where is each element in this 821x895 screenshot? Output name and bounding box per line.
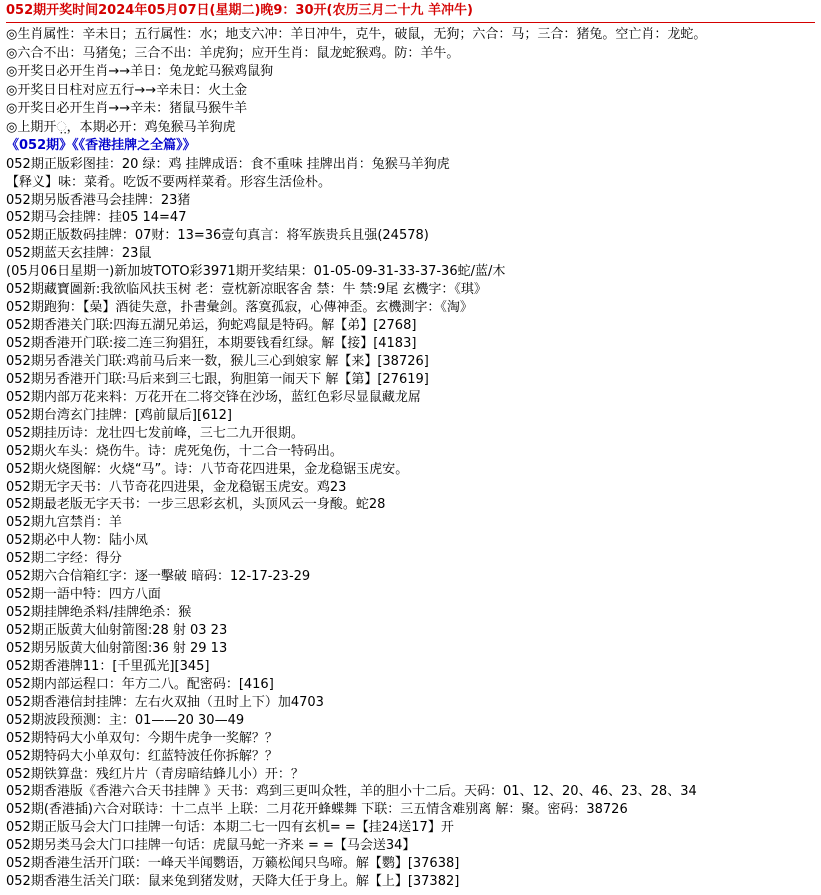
content-row: 052期(香港插)六合对联诗：十二点半 上联：二月花开蜂蝶舞 下联：三五情含难别离 解：聚。密码：38726 — [6, 802, 628, 818]
content-row: 052期香港生活关门联：鼠来兔到猪发财，天降大任于身上。解【上】[37382] — [6, 874, 460, 890]
attribute-line-2: ◎六合不出：马猪兔；三合不出：羊虎狗；应开生肖：鼠龙蛇猴鸡。防：羊牛。 — [6, 45, 460, 61]
content-row: 052期必中人物：陆小凤 — [6, 533, 148, 549]
content-row: 052期香港版《香港六合天书挂牌 》天书：鸡到三更叫众牲，羊的胆小十二后。天码：01、12、20、46、23、28、34 — [6, 784, 697, 800]
content-row: 052期正版彩图挂：20 绿：鸡 挂牌成语：食不重味 挂牌出肖：兔猴马羊狗虎 — [6, 156, 450, 172]
section-title: 《052期》《《香港挂牌之全篇》》 — [6, 138, 196, 154]
content-row: 052期特码大小单双句：红蓝特波任你拆解？？ — [6, 748, 278, 764]
attribute-line-3: ◎开奖日必开生肖→→羊日：兔龙蛇马猴鸡鼠狗 — [6, 64, 274, 80]
content-row: 052期特码大小单双句：今期牛虎争一奖解？？ — [6, 730, 278, 746]
content-row: 052期九宫禁肖：羊 — [6, 515, 122, 531]
content-row: 052期无字天书：八节奇花四进果，金龙稳锯玉虎安。鸡23 — [6, 479, 347, 495]
content-row: 052期火烧图解：火烧“马”。诗：八节奇花四进果，金龙稳锯玉虎安。 — [6, 461, 409, 477]
content-row: 052期铁算盘：残红片片（青房暗结蜂儿小）开：？ — [6, 766, 304, 782]
content-row: 052期另类马会大门口挂牌一句话：虎鼠马蛇一齐来 = =【马会送34】 — [6, 838, 416, 854]
content-row: (05月06日星期一)新加坡TOTO彩3971期开奖结果：01-05-09-31-33-37-36蛇/蓝/木 — [6, 264, 506, 280]
content-row: 052期香港信封挂牌：左右火双抽（丑时上下）加4703 — [6, 694, 324, 710]
content-row: 052期正版马会大门口挂牌一句话：本期二七一四有玄机= =【挂24送17】开 — [6, 820, 454, 836]
attribute-line-6: ◎上期开಼，本期必开：鸡兔猴马羊狗虎 — [6, 119, 236, 135]
content-row: 052期六合信箱红字：逐一擊破 暗码：12-17-23-29 — [6, 569, 311, 585]
content-row: 052期香港生活开门联：一峰天半闻鹦语，万籁松闻只鸟啼。解【鹦】[37638] — [6, 856, 460, 872]
content-row: 052期另版黄大仙射箭图:36 射 29 13 — [6, 640, 228, 656]
content-row: 052期香港牌11：[千里孤光][345] — [6, 658, 210, 674]
content-row: 052期蓝天玄挂牌：23鼠 — [6, 246, 152, 262]
content-row: 052期挂牌绝杀料/挂牌绝杀：猴 — [6, 605, 192, 621]
divider-top — [6, 22, 815, 23]
content-row: 052期正版数码挂牌：07财：13=36壹句真言：将军族贵兵且强(24578) — [6, 228, 429, 244]
attribute-line-4: ◎开奖日日柱对应五行→→辛未日：火土金 — [6, 82, 248, 98]
content-row: 052期香港关门联:四海五湖兄弟运，狗蛇鸡鼠是特码。解【弟】[2768] — [6, 318, 417, 334]
content-row: 052期马会挂牌：挂05 14=47 — [6, 210, 187, 226]
content-row: 052期跑狗：【喿】酒徒失意，扑書彙剑。落寞孤寂，心傳神歪。玄機測字：《淘》 — [6, 300, 473, 316]
content-row: 052期最老版无字天书：一步三思彩玄机，头顶风云一身酸。蛇28 — [6, 497, 386, 513]
content-row: 052期二字经：得分 — [6, 551, 122, 567]
content-row: 052期一語中特：四方八面 — [6, 587, 161, 603]
content-row: 052期内部万花来料：万花开在二将交锋在沙场，蓝红色彩尽显鼠藏龙屌 — [6, 389, 421, 405]
content-row: 052期内部运程口：年方二八。配密码：[416] — [6, 676, 274, 692]
attribute-line-1: ◎生肖属性：辛未日；五行属性：水；地支六冲：羊日冲牛，克牛，破鼠，无狗；六合：马；三合：猪兔。空亡肖：龙蛇。 — [6, 27, 707, 43]
content-row: 052期挂历诗：龙壮四七发前峰，三七二九开很期。 — [6, 425, 304, 441]
content-row: 052期波段预测：主：01——20 30—49 — [6, 712, 245, 728]
content-row: 052期藏寶圖新:我欲临风扶玉树 老：壹枕新凉眠客舍 禁：牛 禁:9尾 玄機字：《琪》 — [6, 282, 487, 298]
content-row: 052期正版黄大仙射箭图:28 射 03 23 — [6, 623, 228, 638]
draw-time-header: 052期开奖时间2024年05月07日(星期二)晚9：30开(农历三月二十九 羊冲牛) — [6, 3, 473, 18]
content-row: 052期另版香港马会挂牌：23猪 — [6, 192, 191, 208]
attribute-line-5: ◎开奖日必开生肖→→辛未：猪鼠马猴牛羊 — [6, 101, 248, 117]
content-row: 052期另香港开门联:马后来到三七跟，狗胆第一闹天下 解【第】[27619] — [6, 371, 429, 387]
content-row: 052期火车头：烧伤牛。诗：虎死兔伤，十二合一特码出。 — [6, 443, 343, 459]
content-row: 052期台湾玄门挂牌：[鸡前鼠后][612] — [6, 407, 232, 423]
content-rows — [6, 156, 815, 891]
content-row: 【释义】味：菜肴。吃饭不要两样菜肴。形容生活俭朴。 — [6, 174, 332, 190]
content-row: 052期另香港关门联:鸡前马后来一数，猴儿三心到娘家 解【来】[38726] — [6, 353, 429, 369]
content-row: 052期香港开门联:接二连三狗猖狂，本期要钱看红绿。解【接】[4183] — [6, 336, 417, 351]
